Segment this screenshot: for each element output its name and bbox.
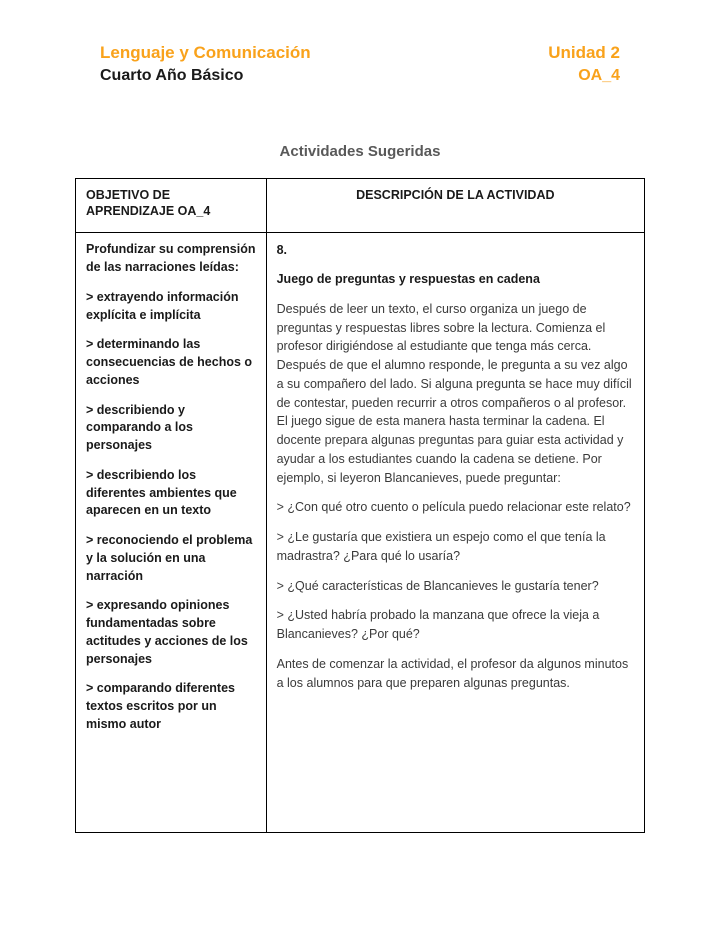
- objective-item: > reconociendo el problema y la solución en una narración: [86, 533, 253, 583]
- objective-item: > describiendo y comparando a los personajes: [86, 402, 193, 453]
- page-title: Actividades Sugeridas: [279, 142, 441, 160]
- objective-intro: Profundizar su comprensión de las narraciones leídas:: [86, 242, 256, 275]
- table-body-row: [76, 233, 645, 833]
- objective-cell: [76, 233, 267, 833]
- objective-column-header: OBJETIVO DE APRENDIZAJE OA_4: [76, 178, 267, 233]
- activity-title: Juego de preguntas y respuestas en cadena: [276, 272, 540, 287]
- activity-number: 8.: [276, 243, 288, 258]
- grade-title: Cuarto Año Básico: [100, 66, 244, 84]
- activity-table: [75, 178, 645, 834]
- activity-question: > ¿Con qué otro cuento o película puedo relacionar este relato?: [276, 500, 631, 515]
- header-left: [100, 42, 311, 87]
- oa-label: OA_4: [578, 66, 620, 84]
- description-cell: [266, 233, 644, 833]
- activity-closing: Antes de comenzar la actividad, el profesor da algunos minutos a los alumnos para que preparen algunas preguntas.: [276, 656, 629, 690]
- unit-label: Unidad 2: [548, 43, 620, 62]
- document-header: [75, 42, 645, 87]
- activity-intro: Después de leer un texto, el curso organiza un juego de preguntas y respuestas libres sobre la lectura. Comienza el profesor dirigiéndose al estudiante que tenga más cerca. Después de que el alumno responde, le pregunta a su vez algo a su compañero del lado. Si alguna pregunta se hace muy difícil de contestar, pueden recurrir a otros compañeros o al profesor. El juego sigue de esta manera hasta terminar la cadena. El docente prepara algunas preguntas para guiar esta actividad y ayudar a los estudiantes cuando la cadena se detiene. Por ejemplo, si leyeron Blancanieves, puede preguntar:: [276, 301, 632, 485]
- activity-question: > ¿Le gustaría que existiera un espejo como el que tenía la madrastra? ¿Para qué lo usaría?: [276, 530, 606, 563]
- objective-item: > comparando diferentes textos escritos por un mismo autor: [86, 681, 235, 731]
- objective-item: > expresando opiniones fundamentadas sobre actitudes y acciones de los personajes: [86, 598, 248, 666]
- subject-title: Lenguaje y Comunicación: [100, 43, 311, 62]
- objective-item: > determinando las consecuencias de hechos o acciones: [86, 337, 253, 387]
- activity-question: > ¿Usted habría probado la manzana que ofrece la vieja a Blancanieves? ¿Por qué?: [276, 608, 600, 642]
- activity-question: > ¿Qué características de Blancanieves le gustaría tener?: [276, 578, 599, 593]
- objective-item: > describiendo los diferentes ambientes que aparecen en un texto: [86, 467, 237, 518]
- description-column-header: DESCRIPCIÓN DE LA ACTIVIDAD: [266, 178, 644, 233]
- objective-item: > extrayendo información explícita e implícita: [86, 289, 239, 322]
- table-header-row: [76, 178, 645, 233]
- header-right: [548, 42, 620, 87]
